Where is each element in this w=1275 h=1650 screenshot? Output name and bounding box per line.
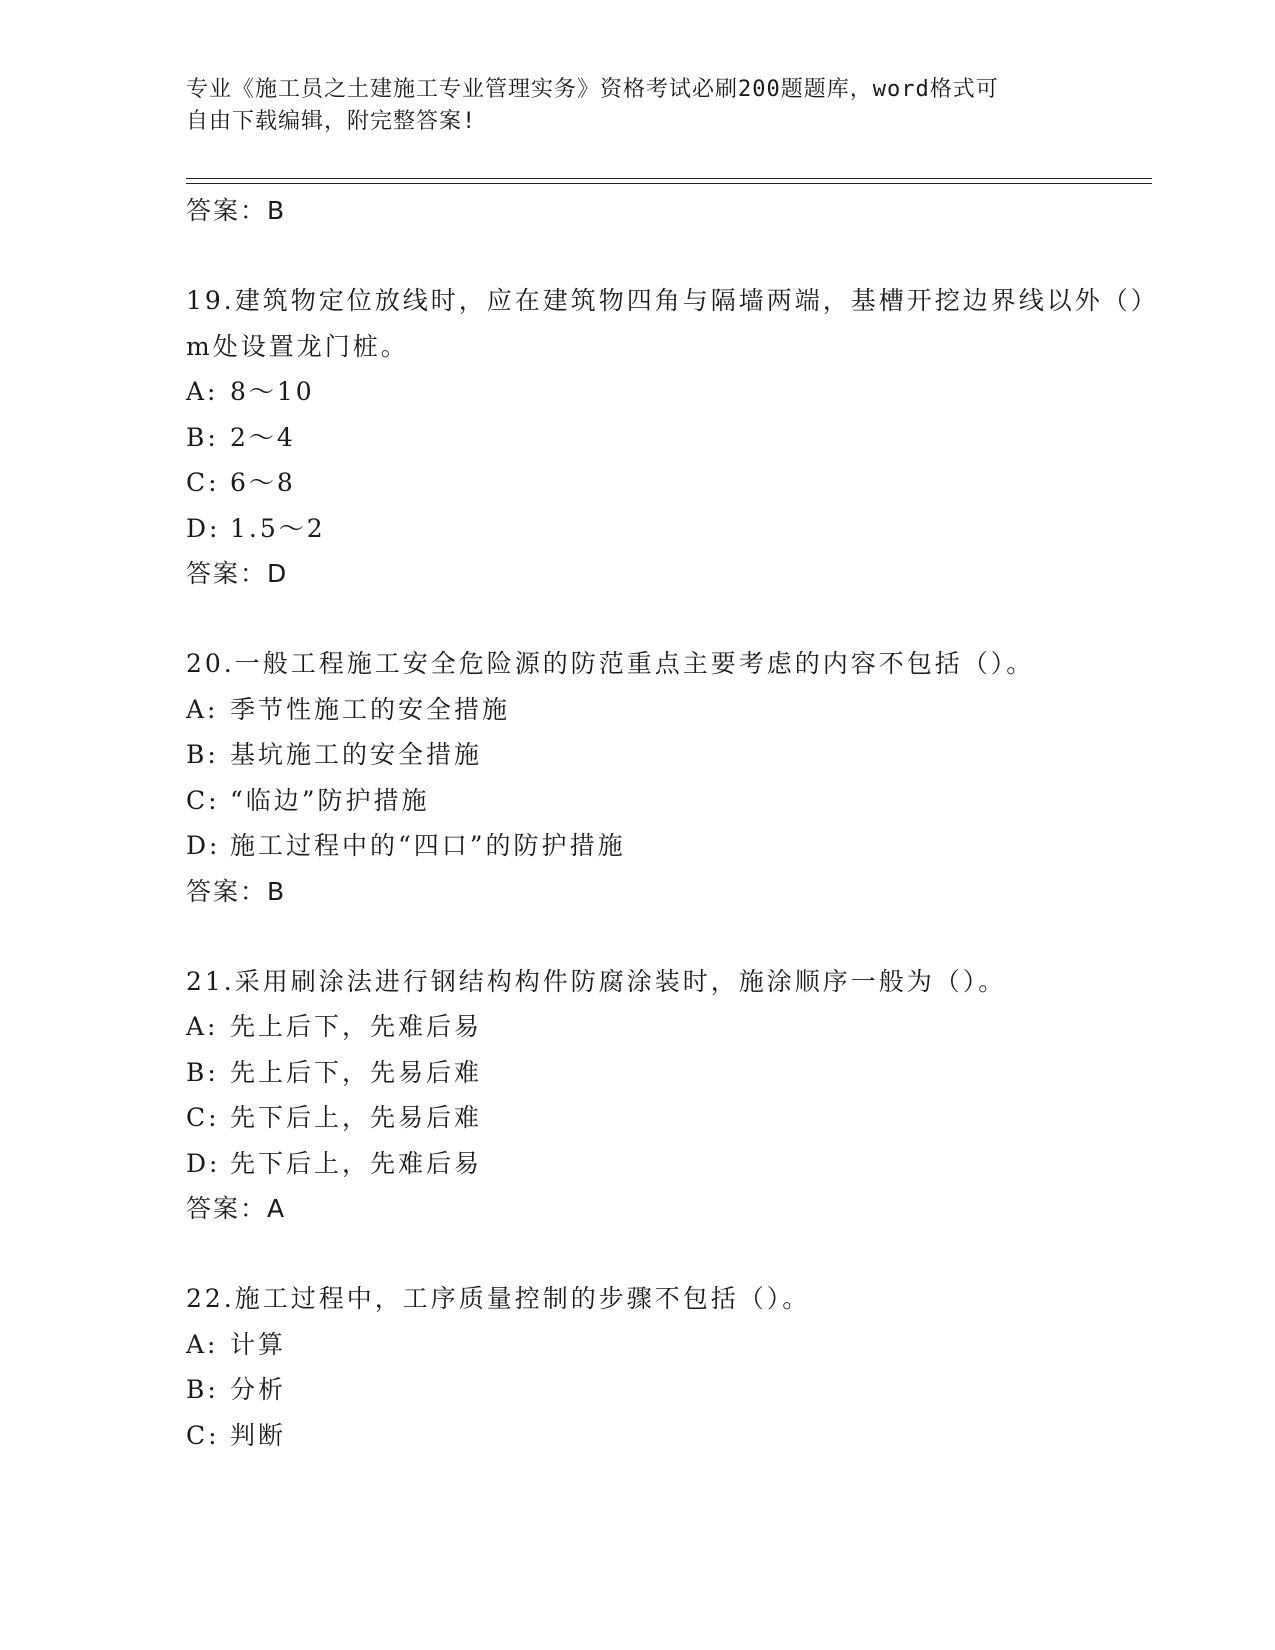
option-label: A: <box>186 377 219 406</box>
option-text: 先上后下，先易后难 <box>230 1057 483 1087</box>
option-label: A: <box>186 1329 219 1359</box>
option-text: 8～10 <box>230 377 315 406</box>
question-text: 21.采用刷涂法进行钢结构构件防腐涂装时，施涂顺序一般为（）。 <box>186 966 1007 996</box>
document-header <box>186 74 1066 138</box>
option-b <box>186 1367 1152 1413</box>
option-d <box>186 506 1152 552</box>
option-label: C: <box>186 1420 220 1450</box>
option-text: 判断 <box>230 1420 287 1450</box>
question-21 <box>186 959 1152 1233</box>
option-label: B: <box>186 740 219 769</box>
option-c <box>186 778 1152 824</box>
option-label: D: <box>186 1148 221 1178</box>
question-22 <box>186 1276 1152 1458</box>
header-line-1: 专业《施工员之土建施工专业管理实务》资格考试必刷200题题库，word格式可 <box>186 77 999 102</box>
question-list <box>186 188 1152 1458</box>
option-label: B: <box>186 422 219 452</box>
option-text: 1.5～2 <box>230 513 326 543</box>
option-label: B: <box>186 1057 219 1087</box>
question-text: 22.施工过程中，工序质量控制的步骤不包括（）。 <box>186 1284 811 1313</box>
option-label: D: <box>186 513 221 543</box>
header-line-2: 自由下载编辑，附完整答案! <box>186 109 477 134</box>
option-b <box>186 1050 1152 1096</box>
option-label: C: <box>186 785 220 815</box>
option-text: 计算 <box>230 1329 287 1359</box>
answer-line: 答案：A <box>186 1194 287 1223</box>
option-b <box>186 415 1152 461</box>
option-a <box>186 369 1152 415</box>
question-text: 20.一般工程施工安全危险源的防范重点主要考虑的内容不包括（）。 <box>186 649 1035 678</box>
option-text: 先上后下，先难后易 <box>230 1012 483 1041</box>
option-label: C: <box>186 468 220 497</box>
option-text: 分析 <box>230 1375 287 1404</box>
option-c <box>186 460 1152 506</box>
option-d <box>186 1141 1152 1187</box>
option-text: 基坑施工的安全措施 <box>230 740 483 769</box>
answer-line: 答案：B <box>186 196 287 225</box>
option-b <box>186 732 1152 778</box>
option-label: B: <box>186 1375 219 1404</box>
option-label: D: <box>186 831 221 860</box>
header-rule-top <box>186 178 1152 179</box>
option-label: A: <box>186 1012 219 1041</box>
option-text: 施工过程中的“四口”的防护措施 <box>230 831 626 860</box>
question-20 <box>186 641 1152 915</box>
question-19 <box>186 278 1152 597</box>
option-a <box>186 1004 1152 1050</box>
option-text: 先下后上，先易后难 <box>230 1103 483 1132</box>
option-text: 2～4 <box>230 422 296 452</box>
answer-line: 答案：B <box>186 876 287 906</box>
option-c <box>186 1413 1152 1459</box>
option-d <box>186 823 1152 869</box>
option-a <box>186 687 1152 733</box>
header-rule-bottom <box>186 183 1152 184</box>
option-label: A: <box>186 694 219 724</box>
option-text: 季节性施工的安全措施 <box>230 694 511 724</box>
answer-line: 答案：D <box>186 559 289 588</box>
option-text: 先下后上，先难后易 <box>230 1148 483 1178</box>
option-label: C: <box>186 1103 220 1132</box>
question-text: 19.建筑物定位放线时，应在建筑物四角与隔墙两端，基槽开挖边界线以外（）m处设置龙门桩。 <box>186 286 1147 361</box>
option-c <box>186 1095 1152 1141</box>
option-text: “临边”防护措施 <box>230 785 430 815</box>
option-a <box>186 1322 1152 1368</box>
option-text: 6～8 <box>230 468 296 497</box>
